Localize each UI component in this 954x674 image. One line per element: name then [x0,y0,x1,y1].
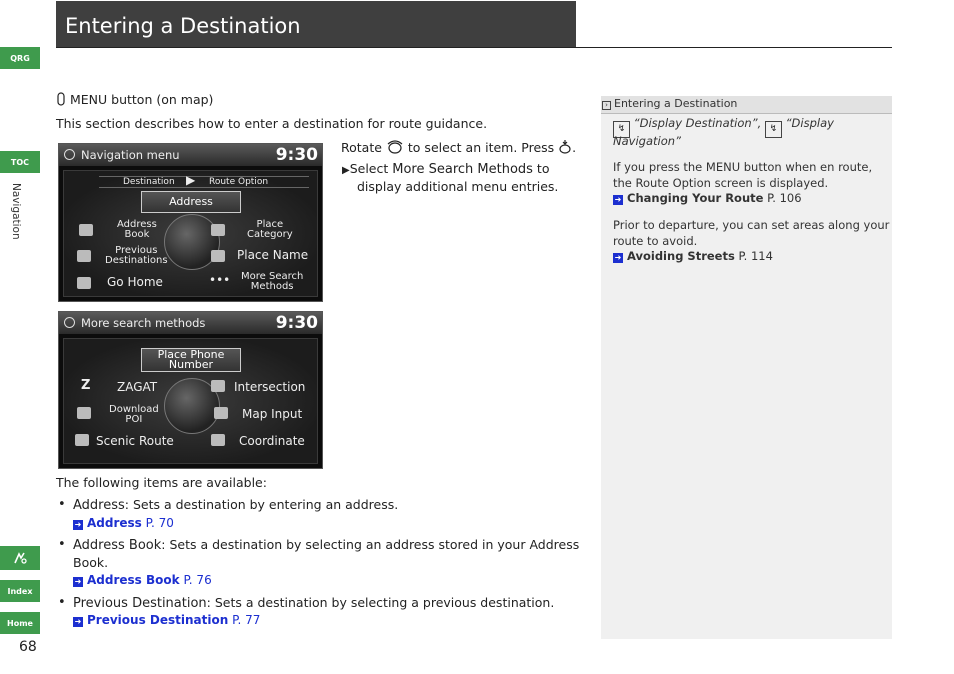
previous-destinations-line2: Destinations [105,255,168,266]
sidebar-p2-line1: Prior to departure, you can set areas along your [613,218,890,232]
address-book-line1: Address [117,219,157,230]
previous-destinations-icon [77,250,91,262]
voice-commands-line2 [613,134,681,148]
address-book-item[interactable] [117,220,157,240]
item-desc: : Sets a destination by selecting an address stored in your Address [161,537,580,552]
screen-title: Navigation menu [81,148,180,162]
item-desc: : Sets a destination by selecting a previous destination. [206,595,555,610]
address-book-line2: Book [124,229,150,240]
download-poi-line1: Download [109,404,159,415]
rotate-text: Rotate [341,140,382,155]
place-category-item[interactable] [247,220,293,240]
rotate-text-2: to select an item. Press [407,140,555,155]
intro-text: This section describes how to enter a destination for route guidance. [56,116,488,131]
changing-route-link[interactable] [613,191,802,205]
place-name-item[interactable]: Place Name [237,248,309,262]
coordinate-item[interactable]: Coordinate [239,434,305,448]
link-text: Address [87,516,142,530]
interface-dial-press-icon [558,139,572,155]
voice-command-3: Navigation” [613,134,681,148]
section-label: Navigation [10,183,22,240]
place-phone-line2: Number [168,358,214,371]
select-instruction [342,161,549,177]
select-bold: More Search Methods [392,162,533,177]
more-search-line2: Methods [250,281,294,292]
qrg-label: QRG [10,53,30,63]
index-tab[interactable] [0,580,40,602]
voice-command-icon: ↯ [765,121,782,138]
header-rule [56,47,892,48]
link-arrow-icon: ➜ [614,253,622,262]
map-input-icon [214,407,228,419]
previous-destinations-item[interactable] [105,246,168,266]
select-instruction-line2: display additional menu entries. [357,179,559,194]
page-title: Entering a Destination [65,14,301,38]
coordinate-icon [211,434,225,446]
home-tab[interactable] [0,612,40,634]
item-term: Previous Destination [73,596,207,611]
crumb-route-option: Route Option [209,177,269,187]
item-desc: : Sets a destination by entering an address. [124,497,399,512]
menu-button-icon [56,92,66,106]
address-link[interactable] [73,516,174,530]
previous-destination-link[interactable] [73,613,260,627]
home-label: Home [7,618,33,628]
more-dots-icon: ••• [209,273,231,287]
item-term: Address Book [73,538,162,553]
page-number: 68 [19,639,37,655]
voice-command-2: “Display [785,116,834,130]
more-search-methods-item[interactable] [241,272,303,292]
item-previous-destination [73,595,554,611]
qrg-tab[interactable] [0,47,40,69]
item-address-book-line2: Book. [73,555,109,570]
place-category-icon [211,224,225,236]
screen-clock: 9:30 [275,145,318,165]
items-intro: The following items are available: [56,475,267,490]
go-home-item[interactable]: Go Home [107,275,163,289]
chevron-right-icon: ▶ [186,173,196,187]
toc-label: TOC [10,157,30,167]
sidebar-head [602,97,737,110]
intersection-item[interactable]: Intersection [234,380,306,394]
rotate-instruction: Rotate to select an item. Press . [341,140,577,155]
link-arrow-icon: ➜ [614,195,622,204]
voice-command-icon: ↯ [613,121,630,138]
home-icon [64,149,75,160]
place-phone-number-item[interactable] [141,348,241,372]
download-poi-item[interactable] [109,405,159,425]
place-category-line1: Place [256,219,284,230]
link-arrow-icon: ➜ [74,577,82,586]
place-name-icon [211,250,225,262]
intersection-icon [211,380,225,392]
scenic-route-icon [75,434,89,446]
sidebar-p2-line2: route to avoid. [613,234,698,248]
voice-command-icon [12,550,28,566]
home-icon [64,317,75,328]
item-address-book [73,537,579,553]
index-label: Index [7,586,33,596]
link-page: P. 106 [767,191,802,205]
zagat-icon: Z [81,378,91,393]
link-page: P. 77 [232,613,261,627]
voice-command-tab[interactable] [0,546,40,570]
select-prefix: Select [349,161,389,176]
menu-button-line [56,92,213,107]
link-text: Previous Destination [87,613,229,627]
link-page: P. 114 [738,249,773,263]
address-menu-item[interactable] [141,191,241,213]
triangle-bullet-icon: ▶ [342,165,350,176]
map-input-item[interactable]: Map Input [242,407,303,421]
bullet-icon: • [58,497,66,512]
more-search-methods-screen [58,311,323,469]
item-term: Address [73,498,125,513]
sidebar-p1-line1: If you press the MENU button when en route, [613,160,873,174]
zagat-item[interactable]: ZAGAT [117,380,158,394]
download-poi-line2: POI [125,414,143,425]
link-page: P. 70 [145,516,174,530]
download-poi-icon [77,407,91,419]
link-text: Address Book [87,573,180,587]
screen-title: More search methods [81,316,206,330]
sidebar-head-text: Entering a Destination [614,97,738,110]
item-address [73,497,398,513]
go-home-icon [77,277,91,289]
navigation-menu-screen [58,143,323,302]
link-text: Changing Your Route [627,191,764,205]
sidebar-p1-line2: the Route Option screen is displayed. [613,176,829,190]
address-book-icon [79,224,93,236]
link-arrow-icon: ➜ [74,617,82,626]
link-page: P. 76 [183,573,212,587]
bullet-icon: • [58,595,66,610]
crumb-destination: Destination [123,177,175,187]
scenic-route-item[interactable]: Scenic Route [96,434,174,448]
link-text: Avoiding Streets [627,249,735,263]
previous-destinations-line1: Previous [115,245,158,256]
interface-dial-rotate-icon [386,139,404,155]
avoiding-streets-link[interactable] [613,249,773,263]
more-search-line1: More Search [241,271,304,282]
screen-clock: 9:30 [275,313,318,333]
toc-tab[interactable] [0,151,40,173]
menu-button-text: MENU button (on map) [69,92,214,107]
sidebar-rule [601,113,892,114]
small-arrow-icon: › [602,101,611,110]
voice-command-1: “Display Destination”, [633,116,762,130]
place-category-line2: Category [247,229,293,240]
place-phone-line1: Place Phone [157,348,225,361]
bullet-icon: • [58,537,66,552]
link-arrow-icon: ➜ [74,520,82,529]
address-label: Address [169,195,213,208]
select-suffix: to [536,161,550,176]
address-book-link[interactable] [73,573,212,587]
